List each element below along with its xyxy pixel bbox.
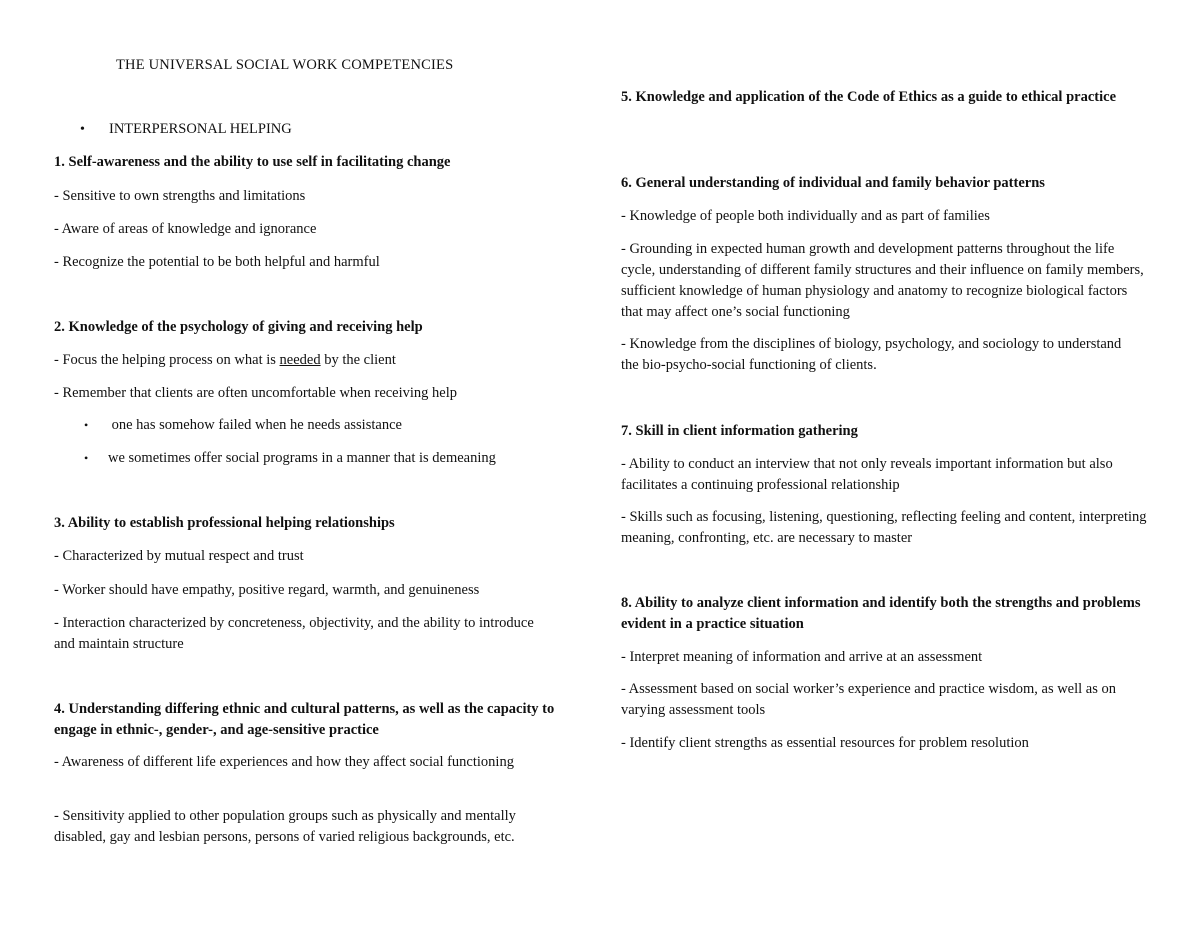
document-title: THE UNIVERSAL SOCIAL WORK COMPETENCIES xyxy=(116,57,454,73)
competency-4-item: - Awareness of different life experiences and how they affect social functioning xyxy=(54,754,514,770)
competency-5-heading: 5. Knowledge and application of the Code of Ethics as a guide to ethical practice xyxy=(621,89,1117,105)
bullet-icon: • xyxy=(80,122,85,137)
competency-8-item: - Interpret meaning of information and arrive at an assessment xyxy=(621,649,983,665)
competency-4-heading: 4. Understanding differing ethnic and cultural patterns, as well as the capacity to engage in ethnic-, gender-, and age-sensitive practice xyxy=(54,701,555,738)
competency-3-item: - Worker should have empathy, positive regard, warmth, and genuineness xyxy=(54,582,480,598)
competency-6-item: - Grounding in expected human growth and development patterns throughout the life cycle, understanding of different family structures and their influence on family members, sufficient knowledge of human physiology and anatomy to recognize biological factors that may affect one’s social functioning xyxy=(621,241,1144,320)
competency-8-heading: 8. Ability to analyze client information and identify both the strengths and problems evident in a practice situation xyxy=(621,595,1141,632)
competency-4-item: - Sensitivity applied to other population groups such as physically and mentally disabled, gay and lesbian persons, persons of varied religious backgrounds, etc. xyxy=(54,808,516,845)
competency-2-item: - Focus the helping process on what is needed by the client xyxy=(54,352,396,368)
underlined-word: needed xyxy=(279,352,321,368)
competency-7-heading: 7. Skill in client information gathering xyxy=(621,423,858,439)
sub-bullet-item: • we sometimes offer social programs in a manner that is demeaning xyxy=(84,448,496,469)
competency-1-item: - Recognize the potential to be both helpful and harmful xyxy=(54,254,380,270)
competency-8-item: - Assessment based on social worker’s experience and practice wisdom, as well as on varying assessment tools xyxy=(621,681,1117,718)
competency-2-item: - Remember that clients are often uncomfortable when receiving help xyxy=(54,385,458,401)
bullet-icon: • xyxy=(84,418,89,432)
competency-1-heading: 1. Self-awareness and the ability to use self in facilitating change xyxy=(54,154,451,170)
section-label xyxy=(80,119,292,140)
bullet-icon: • xyxy=(84,451,89,465)
competency-2-heading: 2. Knowledge of the psychology of giving and receiving help xyxy=(54,319,423,335)
competency-3-item: - Interaction characterized by concreteness, objectivity, and the ability to introduce and maintain structure xyxy=(54,615,534,652)
sub-bullet-item: • one has somehow failed when he needs assistance xyxy=(84,415,402,436)
competency-6-item: - Knowledge of people both individually and as part of families xyxy=(621,208,990,224)
competency-3-heading: 3. Ability to establish professional helping relationships xyxy=(54,515,395,531)
competency-1-item: - Aware of areas of knowledge and ignorance xyxy=(54,221,317,237)
competency-3-item: - Characterized by mutual respect and trust xyxy=(54,548,304,564)
competency-8-item: - Identify client strengths as essential resources for problem resolution xyxy=(621,735,1029,751)
competency-7-item: - Skills such as focusing, listening, questioning, reflecting feeling and content, interpreting meaning, confronting, etc. are necessary to master xyxy=(621,509,1147,546)
competency-7-item: - Ability to conduct an interview that not only reveals important information but also facilitates a continuing professional relationship xyxy=(621,456,1113,493)
section-label-text: INTERPERSONAL HELPING xyxy=(109,121,292,137)
competency-6-heading: 6. General understanding of individual and family behavior patterns xyxy=(621,175,1045,191)
competency-6-item: - Knowledge from the disciplines of biology, psychology, and sociology to understand the bio-psycho-social functioning of clients. xyxy=(621,336,1122,373)
competency-1-item: - Sensitive to own strengths and limitations xyxy=(54,188,306,204)
